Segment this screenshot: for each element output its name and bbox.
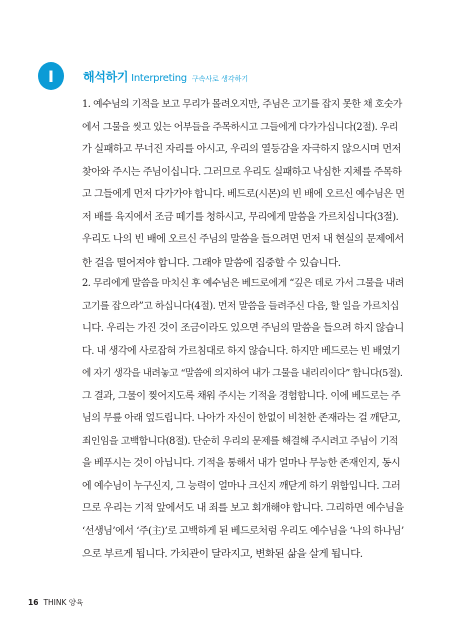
paragraph-line: 에 자기 생각을 내려놓고 “말씀에 의지하여 내가 그물을 내리리이다” 합니다(5절).	[82, 368, 403, 379]
paragraph-line: 다. 내 생각에 사로잡혀 가르침대로 하지 않습니다. 하지만 베드로는 빈 배였기	[82, 345, 401, 357]
paragraph-line: 을 베푸시는 것이 아닙니다. 기적을 통해서 내가 얼마나 무능한 존재인지, 동시	[82, 458, 401, 469]
paragraph-line: 으로 부르게 됩니다. 가치관이 달라지고, 변화된 삶을 살게 됩니다.	[82, 548, 363, 560]
paragraph-line: 가 실패하고 무너진 자리를 아시고, 우리의 열등감을 자극하지 않으시며 먼저	[82, 144, 402, 155]
paragraph-line: 고 그들에게 먼저 다가가야 합니다. 베드로(시몬)의 빈 배에 오르신 예수님은 먼	[82, 189, 405, 200]
paragraph-line: 그 결과, 그물이 찢어지도록 채워 주시는 기적을 경험합니다. 이에 베드로는 주	[82, 390, 401, 402]
section-header	[83, 68, 248, 85]
paragraph-line: ‘선생님’에서 ‘주(主)’로 고백하게 된 베드로처럼 우리도 예수님을 ‘나의 하나님’	[82, 525, 404, 537]
publication-name: THINK 양육	[43, 598, 84, 607]
section-subtitle-english: Interpreting	[131, 73, 187, 84]
paragraph-line: 므로 우리는 기적 앞에서도 내 죄를 보고 회개해야 합니다. 그리하면 예수님을	[82, 503, 404, 514]
paragraph-line: 고기를 잡으라”고 하십니다(4절). 먼저 말씀을 들려주신 다음, 할 일을 가르치십	[82, 300, 399, 312]
page-number: 16	[28, 598, 39, 607]
paragraph-line: 에서 그물을 씻고 있는 어부들을 주목하시고 그들에게 다가가십니다(2절). 우리	[82, 121, 398, 133]
paragraph-line: 죄인임을 고백합니다(8절). 단순히 우리의 문제를 해결해 주시려고 주님이 기적	[82, 435, 398, 447]
paragraph-2	[82, 273, 404, 566]
paragraph-line: 1. 예수님의 기적을 보고 무리가 몰려오지만, 주님은 고기를 잡지 못한 채 호숫가	[82, 99, 402, 110]
section-title: 해석하기	[83, 70, 129, 84]
page-footer	[28, 597, 83, 608]
paragraph-line: 찾아와 주시는 주님이십니다. 그러므로 우리도 실패하고 낙심한 지체를 주목하	[82, 166, 402, 178]
paragraph-line: 에 예수님이 누구신지, 그 능력이 얼마나 크신지 깨닫게 하기 위함입니다. 그러	[82, 480, 401, 492]
paragraph-1	[82, 94, 404, 274]
section-subtitle-korean: 구속사로 생각하기	[191, 75, 249, 83]
paragraph-line: 한 걸음 떨어져야 합니다. 그래야 말씀에 집중할 수 있습니다.	[82, 256, 341, 269]
section-number-badge: I	[38, 62, 64, 90]
paragraph-line: 님의 무릎 아래 엎드립니다. 나아가 자신이 한없이 비천한 존재라는 걸 깨닫고,	[82, 413, 401, 424]
paragraph-line: 2. 무리에게 말씀을 마치신 후 예수님은 베드로에게 “깊은 데로 가서 그물을 내려	[82, 278, 404, 289]
paragraph-line: 저 배를 육지에서 조금 떼기를 청하시고, 무리에게 말씀을 가르치십니다(3절).	[82, 211, 399, 223]
paragraph-line: 우리도 나의 빈 배에 오르신 주님의 말씀을 들으려면 먼저 내 현실의 문제에서	[82, 234, 404, 245]
paragraph-line: 니다. 우리는 가진 것이 조금이라도 있으면 주님의 말씀을 들으려 하지 않습니	[82, 323, 404, 334]
